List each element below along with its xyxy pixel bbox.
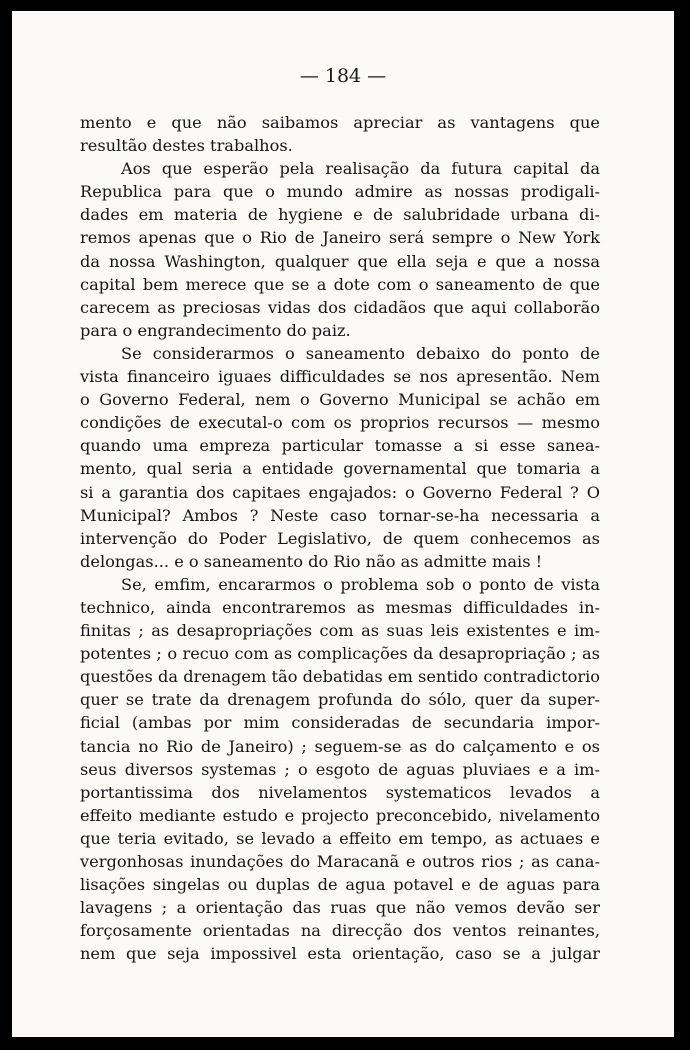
text-line: questões da drenagem tão debatidas em sentido contradictorio [80, 667, 600, 687]
page-body-text [80, 111, 600, 965]
text-line: quando uma empreza particular tomasse a si esse sanea- [80, 436, 600, 456]
text-line: seus diversos systemas ; o esgoto de aguas pluviaes e a im- [80, 759, 600, 779]
text-line: da nossa Washington, qualquer que ella seja e que a nossa [80, 251, 600, 271]
text-line: o Governo Federal, nem o Governo Municipal se achão em [80, 390, 600, 410]
page-number: — 184 — [299, 65, 387, 87]
text-line: remos apenas que o Rio de Janeiro será sempre o New York [80, 228, 600, 248]
text-line: condições de executal-o com os proprios recursos — mesmo [80, 413, 600, 433]
text-line: delongas... e o saneamento do Rio não as admitte mais ! [80, 551, 543, 571]
text-line: capital bem merece que se a dote com o saneamento de que [80, 274, 600, 294]
text-line: forçosamente orientadas na direcção dos ventos reinantes, [80, 921, 600, 941]
text-line: effeito mediante estudo e projecto preconcebido, nivelamento [80, 805, 600, 825]
text-line: intervenção do Poder Legislativo, de quem conhecemos as [80, 528, 600, 548]
text-line: dades em materia de hygiene e de salubridade urbana di- [80, 205, 600, 225]
text-line: finitas ; as desapropriações com as suas leis existentes e im- [80, 621, 600, 641]
text-line: Aos que esperão pela realisação da futura capital da [121, 159, 600, 179]
text-line: Se considerarmos o saneamento debaixo do ponto de [121, 343, 600, 363]
text-line: mento e que não saibamos apreciar as vantagens que [80, 113, 600, 132]
text-line: vista financeiro iguaes difficuldades se nos apresentão. Nem [80, 367, 600, 387]
text-line: resultão destes trabalhos. [80, 136, 293, 156]
text-line: Se, emfim, encararmos o problema sob o ponto de vista [121, 574, 600, 594]
text-line: lavagens ; a orientação das ruas que não vemos devão ser [80, 898, 600, 918]
text-line: carecem as preciosas vidas dos cidadãos que aqui collaborão [80, 297, 600, 317]
text-line: lisações singelas ou duplas de agua potavel e de aguas para [80, 875, 600, 895]
text-line: Republica para que o mundo admire as nossas prodigali- [80, 182, 600, 202]
text-line: nem que seja impossivel esta orientação, caso se a julgar [80, 944, 600, 964]
book-page [12, 11, 674, 1037]
text-line: ficial (ambas por mim consideradas de secundaria impor- [80, 713, 600, 733]
text-line: technico, ainda encontraremos as mesmas difficuldades in- [80, 597, 600, 617]
text-line: mento, qual seria a entidade governamental que tomaria a [80, 459, 600, 479]
text-line: que teria evitado, se levado a effeito em tempo, as actuaes e [80, 828, 600, 848]
text-line: potentes ; o recuo com as complicações da desapropriação ; as [80, 644, 600, 664]
text-line: vergonhosas inundações do Maracanã e outros rios ; as cana- [80, 852, 600, 871]
text-line: para o engrandecimento do paiz. [80, 320, 351, 340]
text-line: si a garantia dos capitaes engajados: o Governo Federal ? O [80, 482, 600, 502]
text-line: Municipal? Ambos ? Neste caso tornar-se-ha necessaria a [80, 505, 600, 525]
text-line: portantissima dos nivelamentos systematicos levados a [80, 782, 600, 802]
text-line: quer se trate da drenagem profunda do sólo, quer da super- [80, 690, 600, 710]
text-line: tancia no Rio de Janeiro) ; seguem-se as do calçamento e os [80, 736, 600, 756]
